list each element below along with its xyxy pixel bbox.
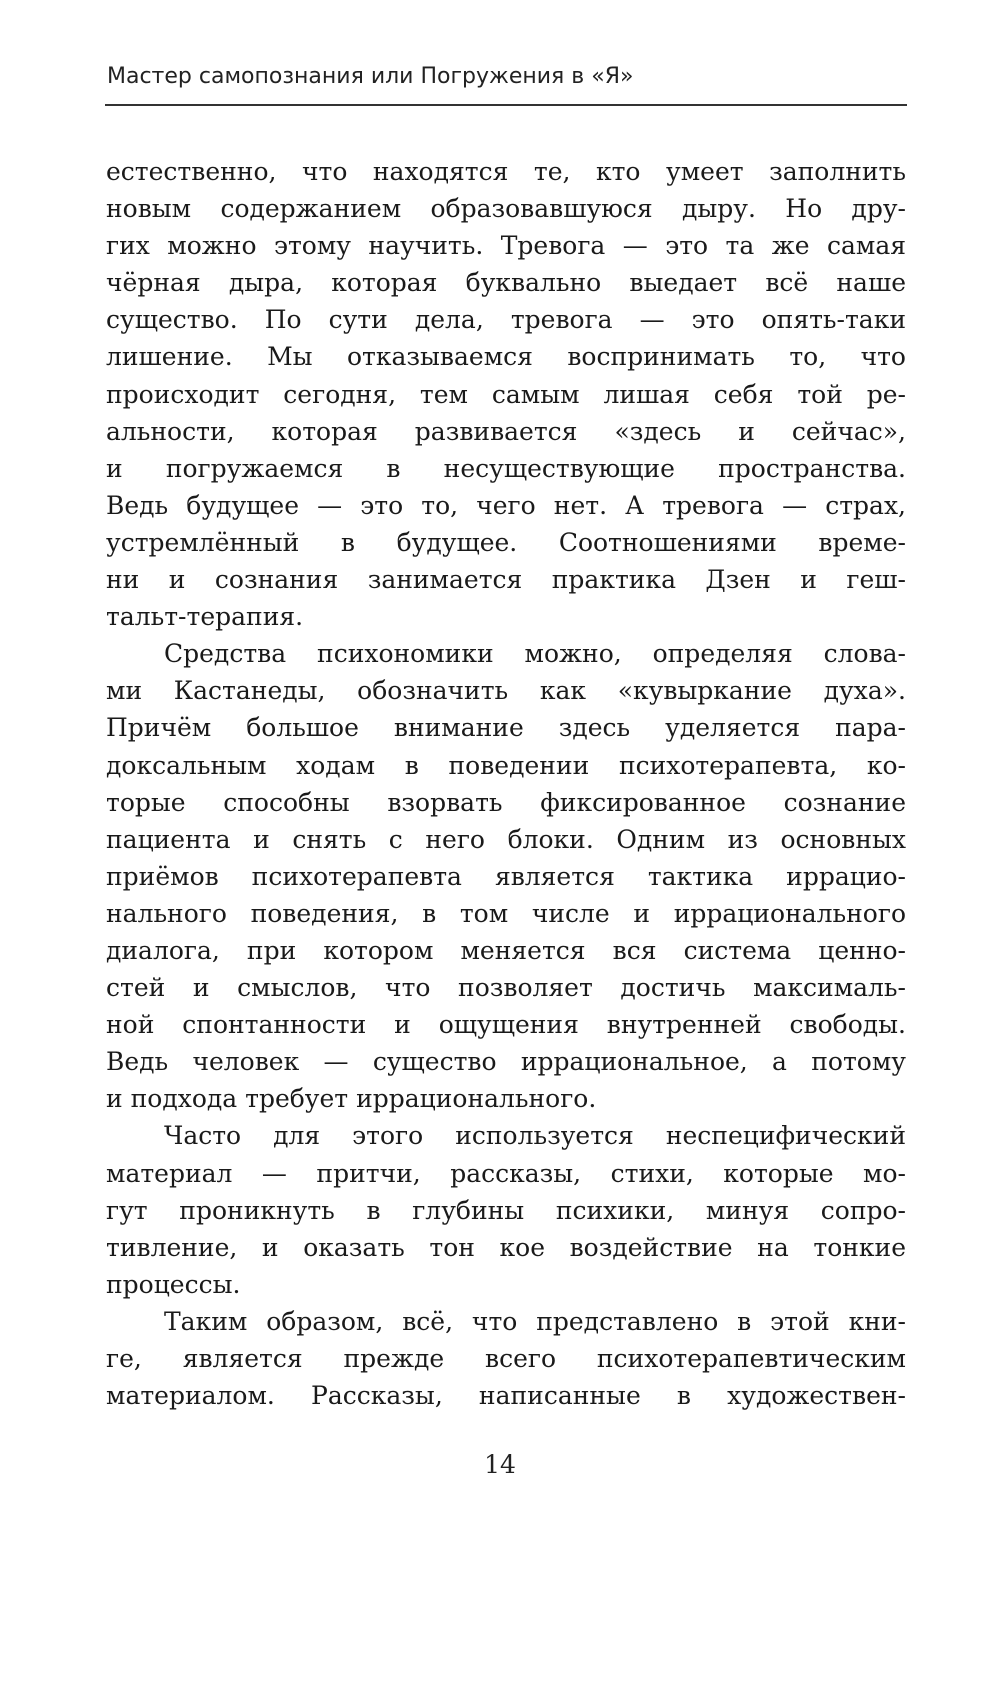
text-line: существо. По сути дела, тревога — это опять-таки — [106, 305, 906, 335]
text-line: естественно, что находятся те, кто умеет заполнить — [106, 157, 906, 186]
text-line: происходит сегодня, тем самым лишая себя той ре- — [106, 379, 906, 409]
text-line: чёрная дыра, которая буквально выедает всё наше — [106, 268, 906, 298]
text-line: диалога, при котором меняется вся система ценно- — [106, 935, 906, 965]
text-line: Средства психономики можно, определяя слова- — [164, 639, 906, 669]
text-line: ни и сознания занимается практика Дзен и геш- — [106, 565, 906, 595]
text-line: Часто для этого используется неспецифический — [164, 1121, 906, 1151]
text-line: процессы. — [106, 1269, 241, 1299]
text-line: стей и смыслов, что позволяет достичь максималь- — [106, 973, 906, 1003]
text-line: Ведь будущее — это то, чего нет. А тревога — страх, — [106, 490, 906, 520]
text-line: гих можно этому научить. Тревога — это та же самая — [106, 231, 906, 261]
header-rule — [105, 104, 907, 106]
text-line: новым содержанием образовавшуюся дыру. Но дру- — [106, 194, 906, 224]
text-line: приёмов психотерапевта является тактика иррацио- — [106, 861, 906, 891]
text-line: лишение. Мы отказываемся воспринимать то, что — [106, 342, 906, 372]
text-line: ми Кастанеды, обозначить как «кувыркание духа». — [106, 676, 906, 706]
text-line: пациента и снять с него блоки. Одним из основных — [106, 824, 906, 854]
text-line: нального поведения, в том числе и иррационального — [106, 898, 906, 928]
text-line: ной спонтанности и ощущения внутренней свободы. — [106, 1010, 906, 1040]
text-line: доксальным ходам в поведении психотерапевта, ко- — [106, 750, 906, 780]
text-line: гут проникнуть в глубины психики, минуя сопро- — [106, 1195, 906, 1225]
text-line: Таким образом, всё, что представлено в этой кни- — [164, 1306, 906, 1336]
text-line: и погружаемся в несуществующие пространства. — [106, 453, 906, 483]
text-line: материалом. Рассказы, написанные в художествен- — [106, 1381, 906, 1411]
text-line: торые способны взорвать фиксированное сознание — [106, 787, 906, 817]
body-text — [106, 153, 906, 1414]
text-line: тивление, и оказать тон кое воздействие на тонкие — [106, 1232, 906, 1262]
running-head-title: Мастер самопознания или Погружения в «Я» — [107, 64, 634, 89]
text-line: Ведь человек — существо иррациональное, а потому — [106, 1047, 906, 1077]
text-line: тальт-терапия. — [106, 602, 304, 632]
text-line: материал — притчи, рассказы, стихи, которые мо- — [106, 1158, 906, 1188]
text-line: ге, является прежде всего психотерапевтическим — [106, 1344, 906, 1373]
text-line: и подхода требует иррационального. — [106, 1084, 597, 1114]
page-number: 14 — [484, 1450, 516, 1479]
text-line: Причём большое внимание здесь уделяется пара- — [106, 713, 906, 743]
text-line: устремлённый в будущее. Соотношениями време- — [106, 527, 906, 557]
text-line: альности, которая развивается «здесь и сейчас», — [106, 416, 906, 446]
